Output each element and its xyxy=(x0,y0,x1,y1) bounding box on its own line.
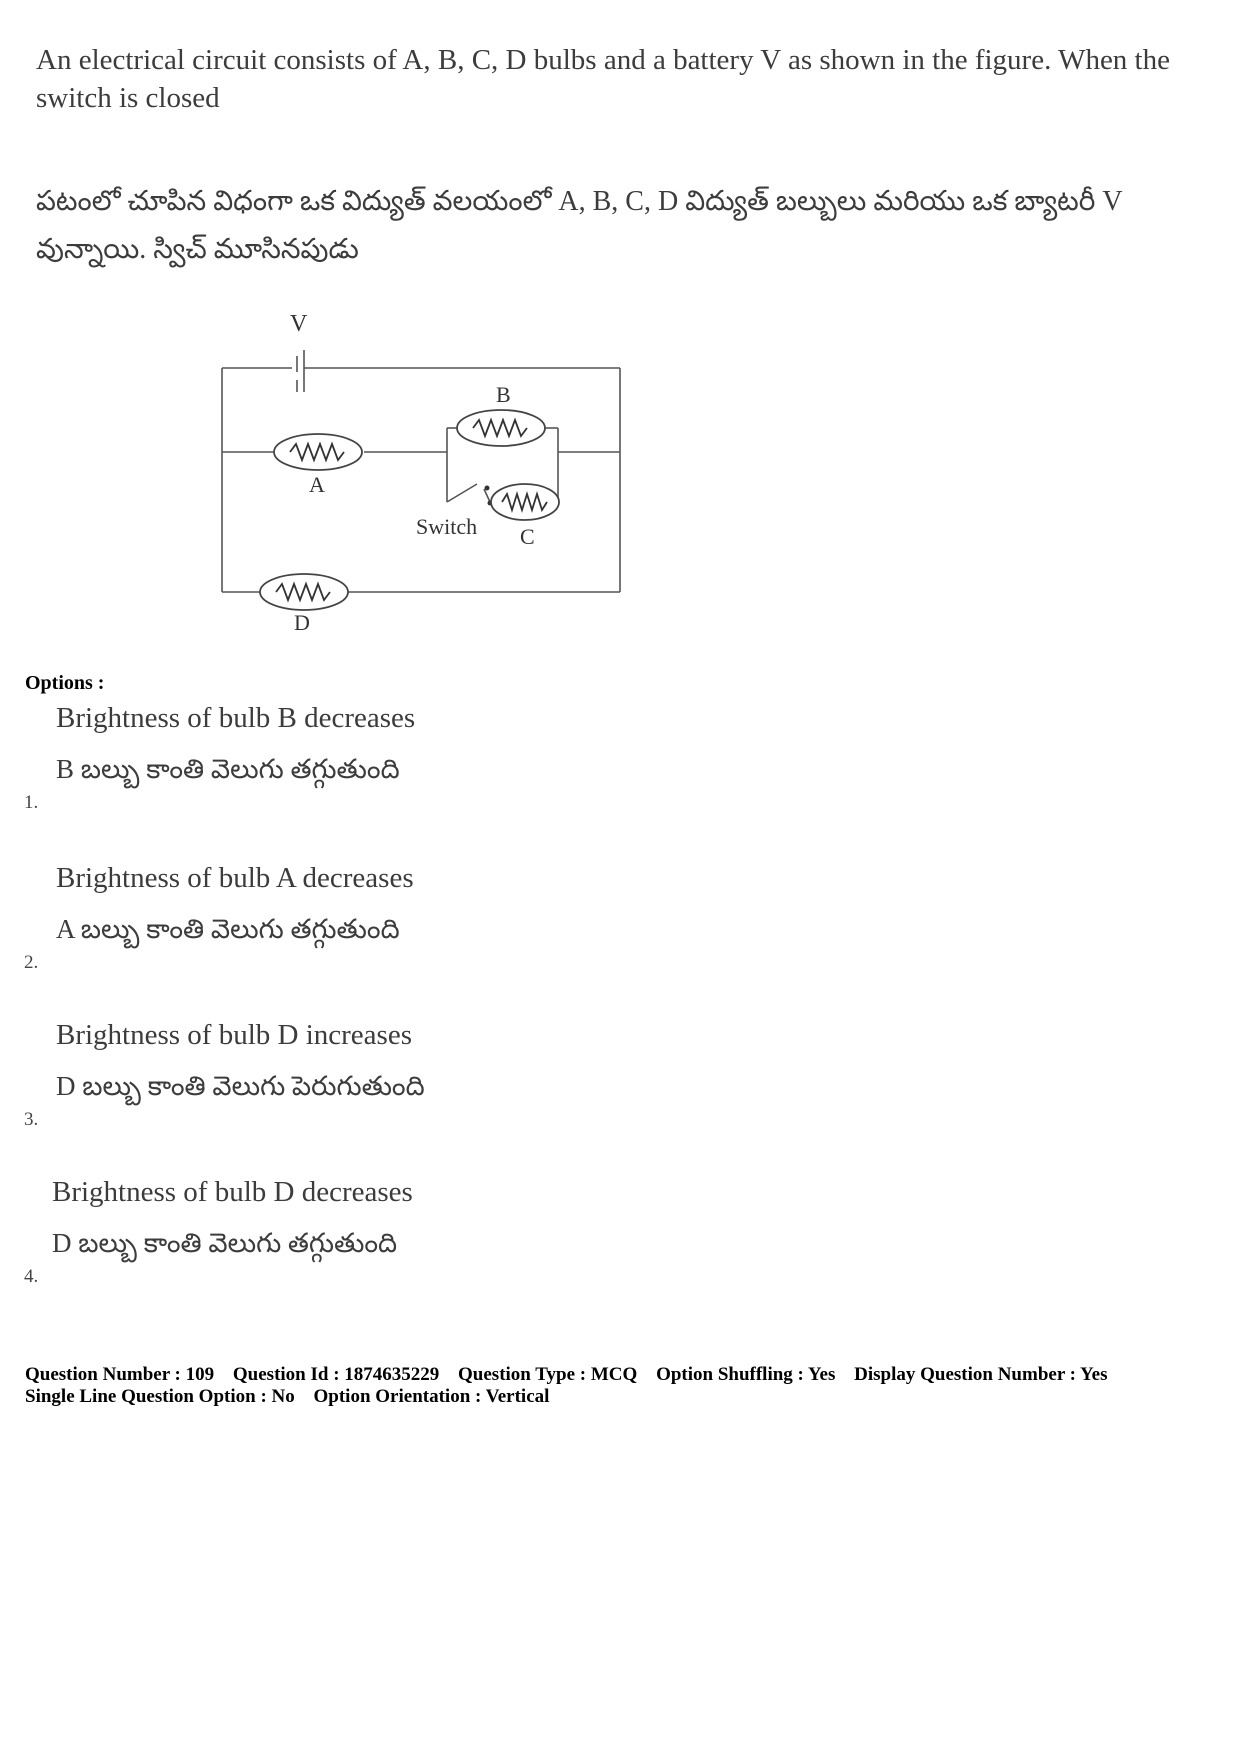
option-text-english: Brightness of bulb D increases xyxy=(56,1019,412,1051)
option-text-telugu: A బల్బు కాంతి వెలుగు తగ్గుతుంది xyxy=(56,914,400,944)
option-text-english: Brightness of bulb D decreases xyxy=(52,1176,413,1208)
question-number: Question Number : 109 xyxy=(25,1364,215,1385)
circuit-diagram xyxy=(200,300,640,645)
question-metadata xyxy=(25,1364,1225,1408)
bulb-c-label: C xyxy=(520,524,535,549)
option-text-telugu: D బల్బు కాంతి వెలుగు తగ్గుతుంది xyxy=(52,1228,398,1258)
option-text-english: Brightness of bulb B decreases xyxy=(56,702,416,734)
option-shuffling: Option Shuffling : Yes xyxy=(656,1364,836,1385)
display-question-number: Display Question Number : Yes xyxy=(854,1364,1108,1385)
option-3[interactable] xyxy=(0,1019,1240,1169)
option-text-english: Brightness of bulb A decreases xyxy=(56,862,414,894)
question-id: Question Id : 1874635229 xyxy=(232,1364,440,1385)
option-text-telugu: B బల్బు కాంతి వెలుగు తగ్గుతుంది xyxy=(56,754,400,784)
option-number: 3. xyxy=(24,1109,39,1130)
battery-label: V xyxy=(290,311,308,337)
options-heading: Options : xyxy=(25,672,105,694)
option-1[interactable] xyxy=(0,702,1240,852)
switch-label: Switch xyxy=(416,514,478,539)
question-type: Question Type : MCQ xyxy=(458,1364,638,1385)
bulb-d-label: D xyxy=(294,610,310,635)
option-number: 2. xyxy=(24,952,39,973)
switch-contact-icon xyxy=(485,486,490,491)
option-number: 1. xyxy=(24,792,39,813)
question-text-telugu: పటంలో చూపిన విధంగా ఒక విద్యుత్ వలయంలో A, B, C, D విద్యుత్ బల్బులు మరియు ఒక బ్యాటరీ V వున్నాయి. స్విచ్ మూసినపుడు xyxy=(36,186,1123,265)
bulb-d-icon xyxy=(260,574,348,610)
option-orientation: Option Orientation : Vertical xyxy=(313,1386,550,1407)
bulb-a-icon xyxy=(274,434,362,470)
single-line-option: Single Line Question Option : No xyxy=(25,1386,295,1407)
bulb-b-icon xyxy=(457,410,545,446)
option-2[interactable] xyxy=(0,862,1240,1012)
bulb-c-icon xyxy=(491,484,559,520)
bulb-a-label: A xyxy=(309,472,325,497)
bulb-b-label: B xyxy=(496,382,511,407)
question-text-english: An electrical circuit consists of A, B, C, D bulbs and a battery V as shown in the figure. When the switch is closed xyxy=(36,44,1170,114)
option-4[interactable] xyxy=(0,1176,1240,1326)
option-text-telugu: D బల్బు కాంతి వెలుగు పెరుగుతుంది xyxy=(56,1071,425,1101)
option-number: 4. xyxy=(24,1266,39,1287)
